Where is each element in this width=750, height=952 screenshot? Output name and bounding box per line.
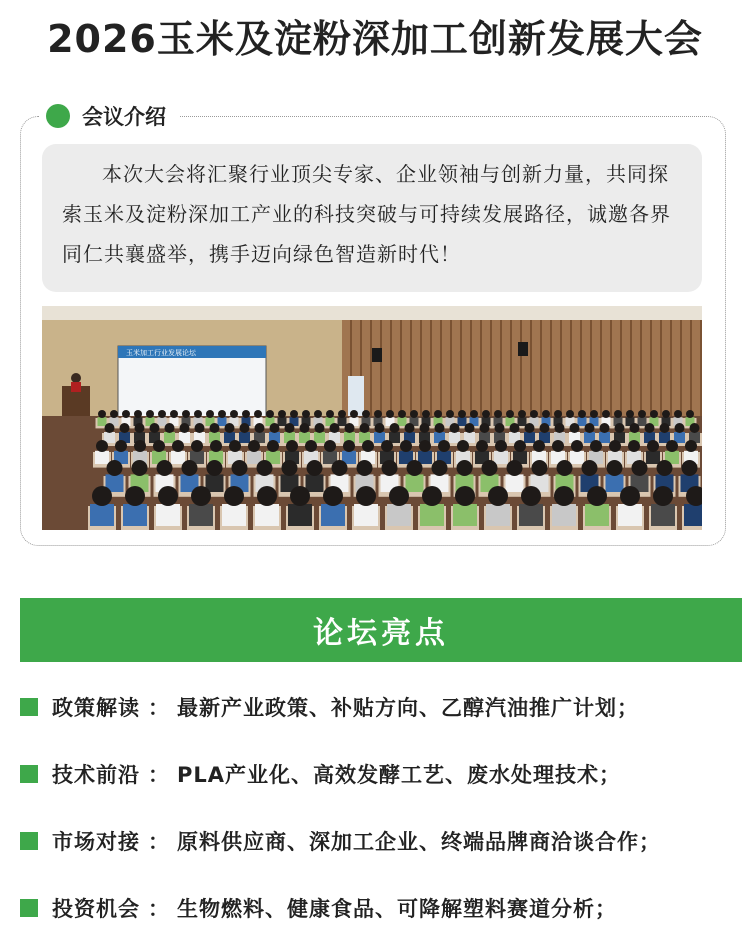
highlight-content: PLA产业化、高效发酵工艺、废水处理技术； <box>177 763 622 787</box>
highlight-label: 市场对接 <box>52 830 140 854</box>
screen-caption: 玉米加工行业发展论坛 <box>126 349 196 357</box>
intro-heading <box>40 98 180 134</box>
highlight-colon: ： <box>148 763 169 787</box>
highlight-item <box>20 754 621 794</box>
green-square-icon <box>20 698 38 716</box>
highlight-colon: ： <box>148 830 169 854</box>
highlight-item <box>20 888 617 928</box>
highlight-item <box>20 821 661 861</box>
green-square-icon <box>20 899 38 917</box>
highlight-content: 原料供应商、深加工企业、终端品牌商洽谈合作； <box>177 830 661 854</box>
green-square-icon <box>20 765 38 783</box>
highlight-label: 技术前沿 <box>52 763 140 787</box>
highlight-content: 最新产业政策、补贴方向、乙醇汽油推广计划； <box>177 696 639 720</box>
page-title: 2026玉米及淀粉深加工创新发展大会 <box>47 17 703 61</box>
intro-paragraph: 本次大会将汇聚行业顶尖专家、企业领袖与创新力量，共同探索玉米及淀粉深加工产业的科技突破与可持续发展路径，诚邀各界同仁共襄盛举，携手迈向绿色智造新时代！ <box>42 144 702 292</box>
highlight-colon: ： <box>148 696 169 720</box>
highlight-item <box>20 687 639 727</box>
highlight-label: 政策解读 <box>52 696 140 720</box>
highlight-label: 投资机会 <box>52 897 140 921</box>
green-square-icon <box>20 832 38 850</box>
highlight-colon: ： <box>148 897 169 921</box>
conference-photo <box>42 306 702 530</box>
highlights-banner: 论坛亮点 <box>20 598 742 662</box>
highlight-content: 生物燃料、健康食品、可降解塑料赛道分析； <box>177 897 617 921</box>
intro-heading-text: 会议介绍 <box>82 105 166 129</box>
green-dot-icon <box>46 104 70 128</box>
